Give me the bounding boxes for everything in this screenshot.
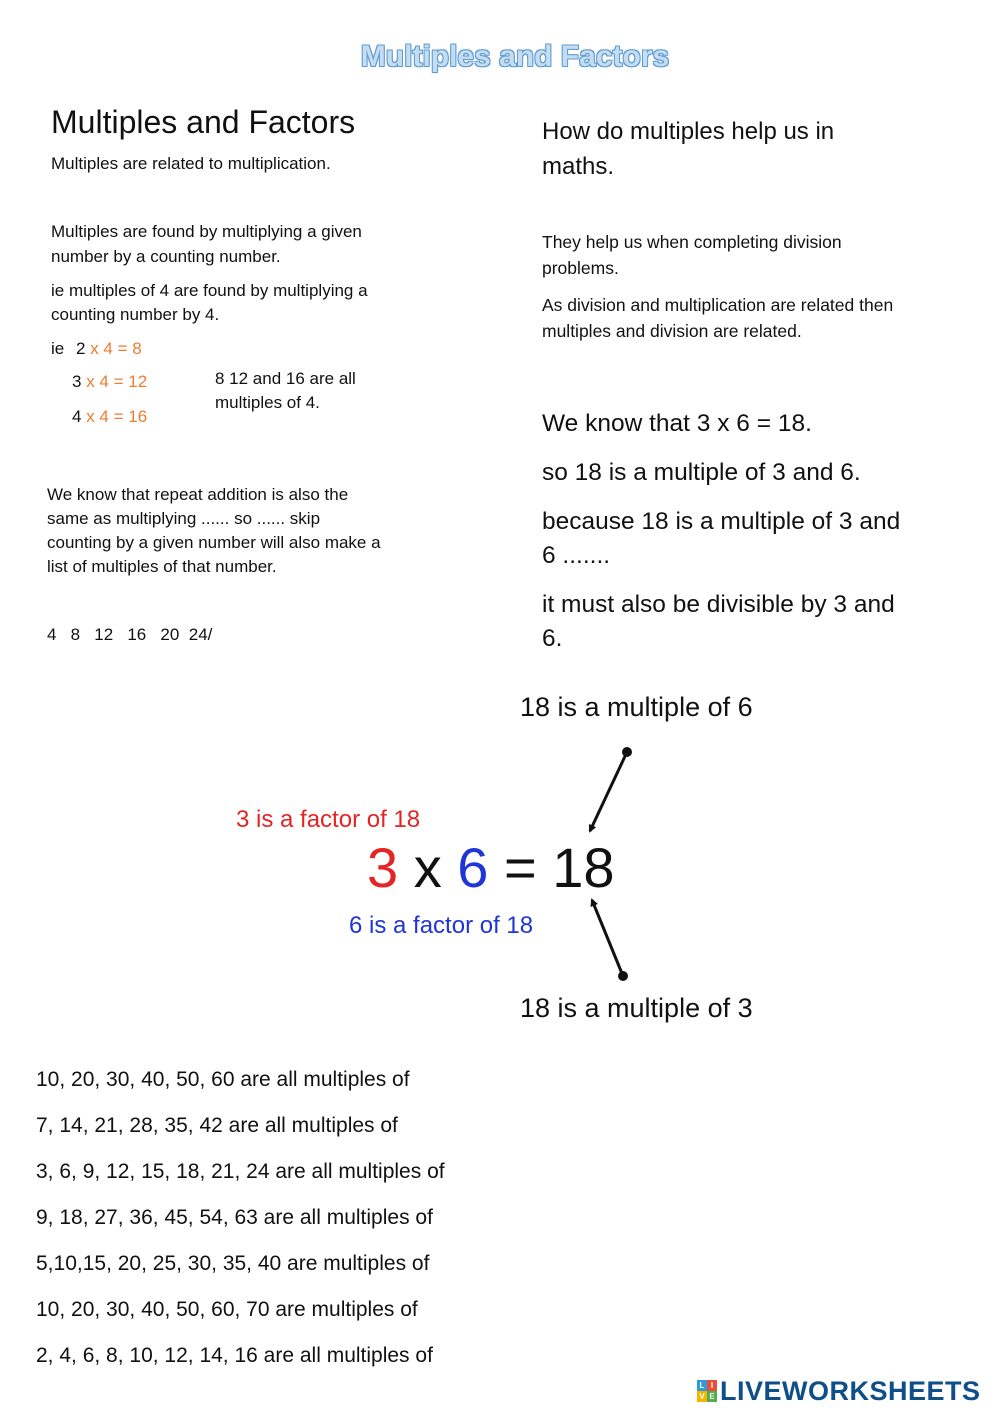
arrow-top	[590, 747, 632, 831]
question-4: 9, 18, 27, 36, 45, 54, 63 are all multiples of	[36, 1206, 433, 1229]
must-line1: it must also be divisible by 3 and	[542, 591, 895, 618]
multiples-sequence: 4 8 12 16 20 24/	[47, 625, 213, 644]
question-3: 3, 6, 9, 12, 15, 18, 21, 24 are all multiples of	[36, 1160, 445, 1183]
question-1: 10, 20, 30, 40, 50, 60 are all multiples of	[36, 1068, 410, 1091]
because-line1: because 18 is a multiple of 3 and	[542, 508, 901, 535]
logo-letter: E	[707, 1391, 717, 1402]
page-title: Multiples and Factors	[360, 40, 670, 73]
question-7: 2, 4, 6, 8, 10, 12, 14, 16 are all multiples of	[36, 1344, 433, 1367]
para1-line2: number by a counting number.	[51, 247, 281, 266]
eq3-op: x 4 =	[86, 407, 124, 426]
question-line1: How do multiples help us in	[542, 118, 835, 145]
para3-line1: We know that repeat addition is also the	[47, 485, 349, 504]
question-6: 10, 20, 30, 40, 50, 60, 70 are multiples of	[36, 1298, 418, 1321]
liveworksheets-logo-icon	[697, 1380, 717, 1402]
ie-label: ie	[51, 339, 65, 358]
para1-line1: Multiples are found by multiplying a given	[51, 222, 362, 241]
eq3-a: 4	[72, 407, 82, 426]
arrow-bottom	[592, 900, 628, 981]
equation-three: 3	[367, 836, 399, 899]
para3-line2: same as multiplying ...... so ...... skip	[47, 509, 321, 528]
eq1-op: x 4 =	[90, 339, 128, 358]
logo-letter: L	[697, 1380, 707, 1391]
factor-6-label: 6 is a factor of 18	[349, 912, 534, 939]
equation-result: = 18	[504, 836, 615, 899]
eq3-result: 16	[128, 407, 148, 426]
factor-3-label: 3 is a factor of 18	[236, 806, 421, 833]
because-line2: 6 .......	[542, 542, 611, 569]
para2-line1: ie multiples of 4 are found by multiplying a	[51, 281, 368, 300]
equation-six: 6	[457, 836, 489, 899]
equation-times: x	[413, 836, 442, 899]
intro-text: Multiples are related to multiplication.	[51, 154, 331, 173]
must-line2: 6.	[542, 625, 563, 652]
para3-line3: counting by a given number will also make a	[47, 533, 381, 552]
eq2-a: 3	[72, 372, 82, 391]
para2-line2: counting number by 4.	[51, 305, 220, 324]
eq1-result: 8	[132, 339, 142, 358]
eq2-op: x 4 =	[86, 372, 124, 391]
help-line2: problems.	[542, 258, 619, 278]
so-statement: so 18 is a multiple of 3 and 6.	[542, 459, 861, 486]
eq1-a: 2	[76, 339, 86, 358]
eq2-result: 12	[128, 372, 148, 391]
know-statement: We know that 3 x 6 = 18.	[542, 410, 812, 437]
question-5: 5,10,15, 20, 25, 30, 35, 40 are multiples of	[36, 1252, 430, 1275]
question-line2: maths.	[542, 153, 615, 180]
note-line2: multiples of 4.	[215, 393, 320, 412]
logo-letter: V	[697, 1391, 707, 1402]
multiple-of-6-label: 18 is a multiple of 6	[520, 692, 753, 722]
relation-line1: As division and multiplication are related then	[542, 295, 894, 315]
relation-line2: multiples and division are related.	[542, 321, 802, 341]
left-heading: Multiples and Factors	[51, 104, 356, 140]
note-line1: 8 12 and 16 are all	[215, 369, 356, 388]
multiple-of-3-label: 18 is a multiple of 3	[520, 993, 753, 1023]
question-2: 7, 14, 21, 28, 35, 42 are all multiples of	[36, 1114, 398, 1137]
logo-letter: I	[707, 1380, 717, 1391]
brand-name: LIVEWORKSHEETS	[720, 1376, 981, 1406]
para3-line4: list of multiples of that number.	[47, 557, 277, 576]
help-line1: They help us when completing division	[542, 232, 842, 252]
